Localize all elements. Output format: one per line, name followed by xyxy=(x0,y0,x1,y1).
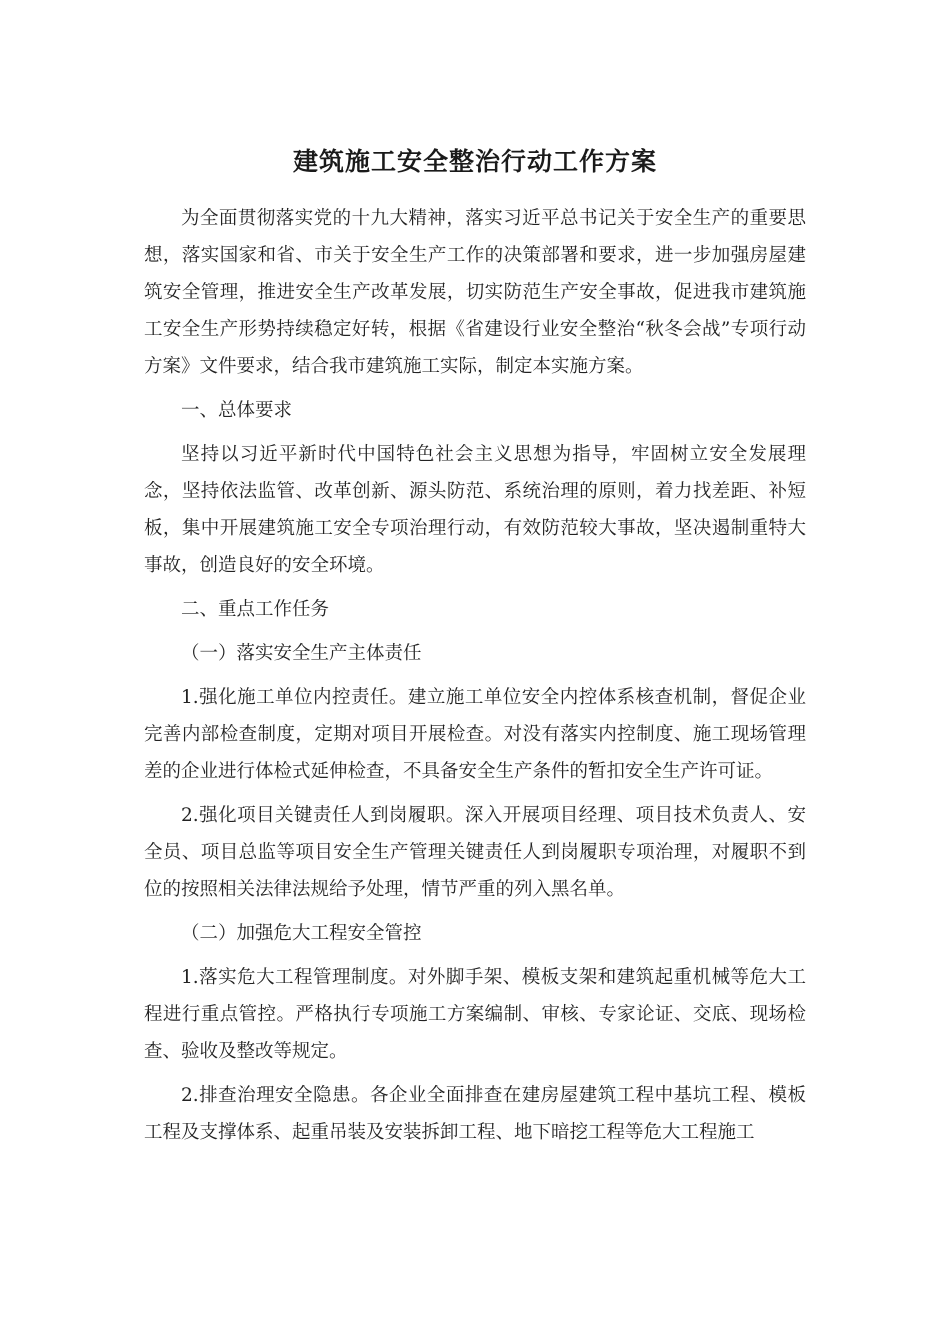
paragraph-item-1-2: 2.强化项目关键责任人到岗履职。深入开展项目经理、项目技术负责人、安全员、项目总监等项目安全生产管理关键责任人到岗履职专项治理，对履职不到位的按照相关法律法规给予处理，情节严重的列入黑名单。 xyxy=(144,805,806,900)
paragraph-general-requirements: 坚持以习近平新时代中国特色社会主义思想为指导，牢固树立安全发展理念，坚持依法监管、改革创新、源头防范、系统治理的原则，着力找差距、补短板，集中开展建筑施工安全专项治理行动，有效防范较大事故，坚决遏制重特大事故，创造良好的安全环境。 xyxy=(144,444,806,576)
document-body xyxy=(144,200,806,1151)
section-heading-2: 二、重点工作任务 xyxy=(181,599,330,620)
subsection-heading-2: （二）加强危大工程安全管控 xyxy=(181,923,422,944)
paragraph-item-2-2: 2.排查治理安全隐患。各企业全面排查在建房屋建筑工程中基坑工程、模板工程及支撑体系、起重吊装及安装拆卸工程、地下暗挖工程等危大工程施工 xyxy=(144,1085,806,1143)
paragraph-intro: 为全面贯彻落实党的十九大精神，落实习近平总书记关于安全生产的重要思想，落实国家和省、市关于安全生产工作的决策部署和要求，进一步加强房屋建筑安全管理，推进安全生产改革发展，切实防范生产安全事故，促进我市建筑施工安全生产形势持续稳定好转，根据《省建设行业安全整治“秋冬会战”专项行动方案》文件要求，结合我市建筑施工实际，制定本实施方案。 xyxy=(144,208,806,377)
section-heading-1: 一、总体要求 xyxy=(181,400,293,421)
paragraph-item-2-1: 1.落实危大工程管理制度。对外脚手架、模板支架和建筑起重机械等危大工程进行重点管控。严格执行专项施工方案编制、审核、专家论证、交底、现场检查、验收及整改等规定。 xyxy=(144,967,806,1062)
paragraph-item-1-1: 1.强化施工单位内控责任。建立施工单位安全内控体系核查机制，督促企业完善内部检查制度，定期对项目开展检查。对没有落实内控制度、施工现场管理差的企业进行体检式延伸检查，不具备安全生产条件的暂扣安全生产许可证。 xyxy=(144,687,806,782)
document-title: 建筑施工安全整治行动工作方案 xyxy=(292,147,657,176)
subsection-heading-1: （一）落实安全生产主体责任 xyxy=(181,643,422,664)
